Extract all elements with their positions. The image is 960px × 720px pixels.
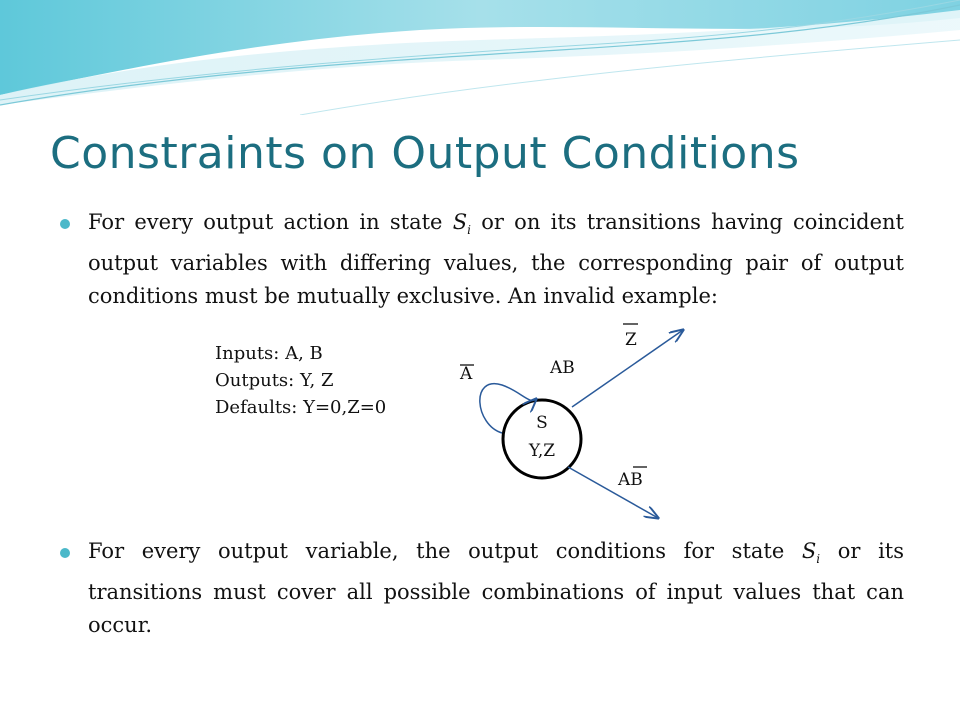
- example-defaults: Defaults: Y=0,Z=0: [215, 397, 387, 418]
- state-name: S: [536, 413, 548, 433]
- state-outputs: Y,Z: [528, 441, 556, 461]
- state-diagram: [440, 315, 700, 525]
- bullet-icon: [60, 219, 70, 229]
- upper-output-label: Z: [625, 330, 637, 350]
- slide-title: Constraints on Output Conditions: [50, 128, 800, 179]
- lower-transition-arrow: [568, 467, 658, 518]
- upper-transition-label: AB: [550, 358, 575, 378]
- state-variable: [452, 210, 471, 238]
- bullet-1-post: or on its transitions having coincident output variables with differing values, the corresponding pair of output conditions must be mutually exclusive. An invalid example:: [88, 210, 904, 309]
- state-variable-subscript: i: [467, 223, 471, 238]
- state-circle: [503, 400, 581, 478]
- example-outputs: Outputs: Y, Z: [215, 370, 334, 391]
- bullet-2-pre: For every output variable, the output conditions for state: [88, 539, 802, 563]
- example-spec: [215, 340, 386, 421]
- decorative-wave-header: [0, 0, 960, 115]
- bullet-icon: [60, 548, 70, 558]
- state-variable-subscript: i: [816, 552, 821, 567]
- state-variable: [801, 539, 821, 567]
- bullet-1-pre: For every output action in state: [88, 210, 453, 234]
- example-inputs: Inputs: A, B: [215, 343, 323, 364]
- bullet-text-1: [88, 206, 904, 313]
- bullet-text-2: [88, 535, 904, 642]
- bullet-2-post: or its transitions must cover all possible combinations of input values that can occur.: [88, 539, 904, 638]
- state-variable-letter: S: [452, 210, 468, 234]
- self-loop-label: A: [460, 364, 473, 384]
- lower-transition-label: AB: [618, 470, 643, 490]
- state-variable-letter: S: [801, 539, 817, 563]
